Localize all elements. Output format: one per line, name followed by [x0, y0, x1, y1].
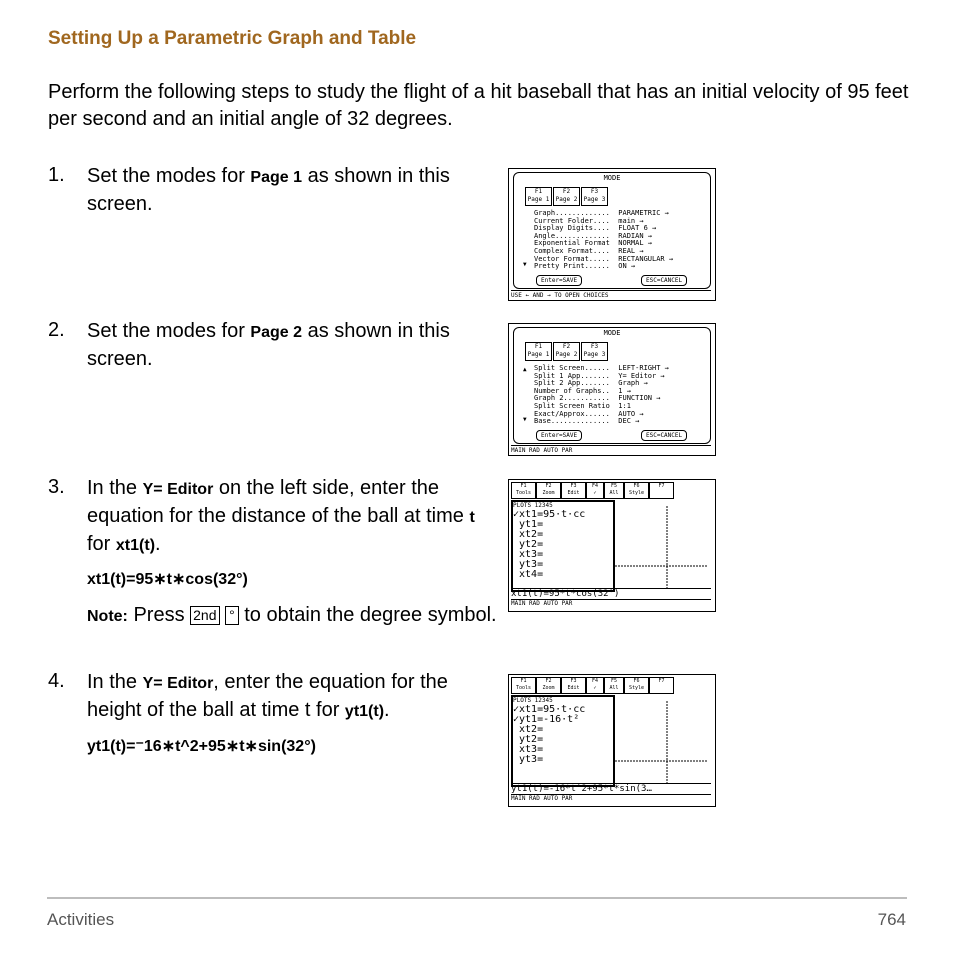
- toolbar: [511, 482, 674, 498]
- toolbar-f7: F7: [649, 677, 674, 694]
- enter-save-button: Enter=SAVE: [536, 275, 582, 286]
- toolbar-style: F6 Style: [624, 482, 649, 499]
- page-number: 764: [877, 910, 906, 929]
- toolbar-all: F5 All: [604, 677, 624, 694]
- mode-page1-screenshot: [508, 168, 716, 301]
- mode-page2-screenshot: [508, 323, 716, 456]
- formula-yt1: yt1(t)=⁻16∗t^2+95∗t∗sin(32°): [87, 738, 316, 755]
- toolbar-f7: F7: [649, 482, 674, 499]
- toolbar: [511, 677, 674, 693]
- footer-divider: [47, 897, 907, 899]
- plots-indicator: PLOTS 12345: [513, 502, 553, 509]
- mode-options: Split Screen...... LEFT-RIGHT → Split 1 App....... Y= Editor → Split 2 App....... Graph → Number of Graphs.. 1 → Graph 2........... FUNCTION → Split Screen Ratio 1:1 Exact/Approx...... AUTO → Base.............. DEC →: [534, 364, 669, 426]
- scroll-down-icon: ▼: [523, 261, 527, 268]
- step-3-number: 3.: [48, 476, 65, 498]
- key-2nd: 2nd: [190, 606, 219, 625]
- section-heading: Setting Up a Parametric Graph and Table: [48, 28, 417, 49]
- key-degree: °: [225, 606, 239, 625]
- y-editor-yt1-screenshot: [508, 674, 716, 807]
- graph-window: [615, 695, 711, 783]
- toolbar-check: F4 ✓: [586, 482, 604, 499]
- toolbar-tools: F1 Tools: [511, 677, 536, 694]
- entry-line: xt1(t)=95*t*cos(32°): [511, 588, 711, 599]
- tab-page-2: F2 Page 2: [553, 187, 580, 206]
- step-2-text: Set the modes for Page 2 as shown in this screen.: [87, 320, 450, 370]
- tab-page-3: F3 Page 3: [581, 342, 608, 361]
- intro-paragraph: Perform the following steps to study the flight of a hit baseball that has an initial velocity of 95 feet per second and an initial angle of 32 degrees.: [48, 81, 909, 130]
- tab-page-2: F2 Page 2: [553, 342, 580, 361]
- step-4-number: 4.: [48, 670, 65, 692]
- y-editor-window: [511, 500, 615, 592]
- dialog-title: MODE: [603, 329, 621, 337]
- dialog-title: MODE: [603, 174, 621, 182]
- mode-dialog: [513, 327, 711, 444]
- status-line: MAIN RAD AUTO PAR: [511, 794, 711, 802]
- toolbar-style: F6 Style: [624, 677, 649, 694]
- toolbar-edit: F3 Edit: [561, 677, 586, 694]
- scroll-down-icon: ▼: [523, 416, 527, 423]
- y-editor-window: [511, 695, 615, 787]
- esc-cancel-button: ESC=CANCEL: [641, 275, 687, 286]
- scroll-up-icon: ▲: [523, 366, 527, 373]
- mode-dialog: [513, 172, 711, 289]
- note-text: Note: Press 2nd ° to obtain the degree symbol.: [87, 604, 497, 626]
- status-line: MAIN RAD AUTO PAR: [511, 445, 711, 454]
- tab-page-3: F3 Page 3: [581, 187, 608, 206]
- esc-cancel-button: ESC=CANCEL: [641, 430, 687, 441]
- step-4-text: In the Y= Editor, enter the equation for the height of the ball at time t for yt1(t).: [87, 671, 448, 721]
- step-1-number: 1.: [48, 164, 65, 186]
- toolbar-check: F4 ✓: [586, 677, 604, 694]
- step-1-text: Set the modes for Page 1 as shown in this screen.: [87, 165, 450, 215]
- tab-page-1: F1 Page 1: [525, 187, 552, 206]
- status-line: USE ← AND → TO OPEN CHOICES: [511, 290, 711, 299]
- mode-options: Graph............. PARAMETRIC → Current Folder.... main → Display Digits.... FLOAT 6 → Angle............. RADIAN → Exponential Format NORMAL → Complex Format.... REAL → Vector Format..... RECTANGULAR → Pretty Print...... ON →: [534, 209, 674, 271]
- graph-window: [615, 500, 711, 588]
- toolbar-tools: F1 Tools: [511, 482, 536, 499]
- status-line: MAIN RAD AUTO PAR: [511, 599, 711, 607]
- y-editor-xt1-screenshot: [508, 479, 716, 612]
- step-3-text: In the Y= Editor on the left side, enter the equation for the distance of the ball at time t for xt1(t).: [87, 477, 475, 555]
- footer-section: Activities: [47, 910, 115, 929]
- enter-save-button: Enter=SAVE: [536, 430, 582, 441]
- toolbar-all: F5 All: [604, 482, 624, 499]
- step-2-number: 2.: [48, 319, 65, 341]
- toolbar-zoom: F2 Zoom: [536, 677, 561, 694]
- equation-list: ✓xt1=95·t·cc yt1= xt2= yt2= xt3= yt3= xt4=: [513, 509, 586, 580]
- entry-line: yt1(t)=-16*t^2+95*t*sin(3…: [511, 783, 711, 794]
- equation-list: ✓xt1=95·t·cc ✓yt1=-16·t² xt2= yt2= xt3= yt3=: [513, 704, 586, 765]
- formula-xt1: xt1(t)=95∗t∗cos(32°): [87, 571, 248, 588]
- plots-indicator: PLOTS 12345: [513, 697, 553, 704]
- toolbar-edit: F3 Edit: [561, 482, 586, 499]
- toolbar-zoom: F2 Zoom: [536, 482, 561, 499]
- tab-page-1: F1 Page 1: [525, 342, 552, 361]
